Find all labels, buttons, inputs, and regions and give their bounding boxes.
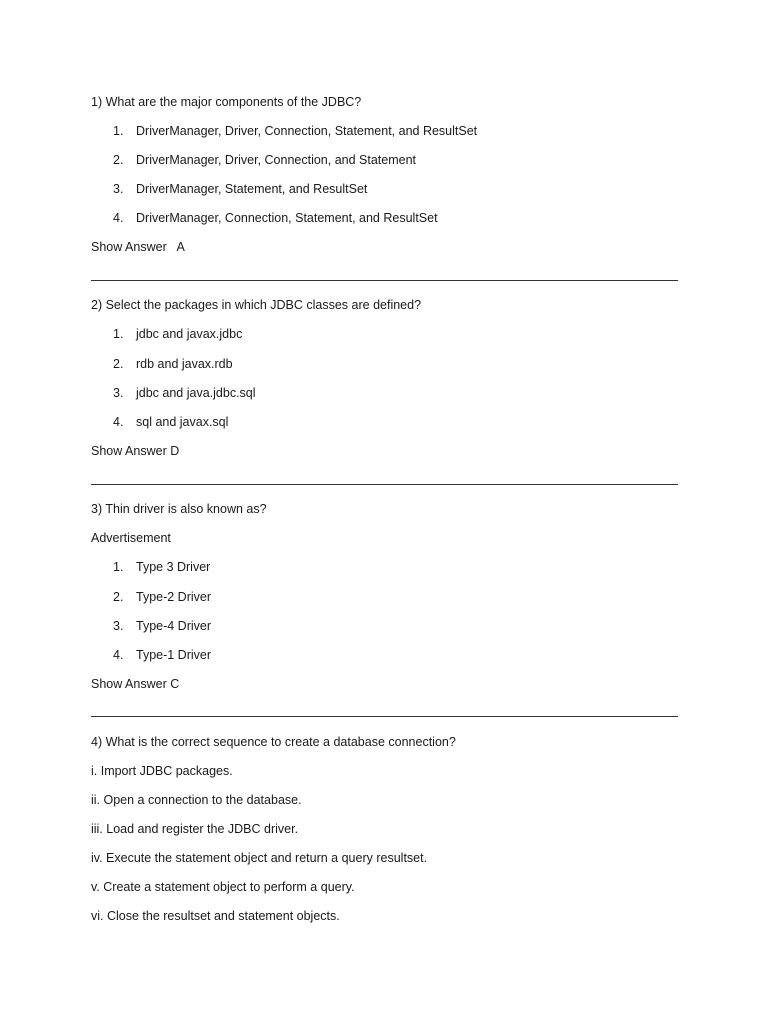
question-4-text: 4) What is the correct sequence to create a database connection? xyxy=(91,735,456,749)
q3-option-2-text: Type-2 Driver xyxy=(136,590,212,604)
q2-option-2-number: 2. xyxy=(113,357,124,371)
q2-option-3-text: jdbc and java.jdbc.sql xyxy=(136,386,256,400)
q2-option-4-number: 4. xyxy=(113,415,124,429)
q3-option-2-number: 2. xyxy=(113,590,124,604)
divider-1 xyxy=(91,280,678,281)
q4-step-3: iii. Load and register the JDBC driver. xyxy=(91,822,299,836)
q2-option-1-number: 1. xyxy=(113,327,124,341)
q1-option-3-text: DriverManager, Statement, and ResultSet xyxy=(136,182,368,196)
q3-option-3-number: 3. xyxy=(113,619,124,633)
q2-option-1-text: jdbc and javax.jdbc xyxy=(136,327,243,341)
q1-option-2-text: DriverManager, Driver, Connection, and Statement xyxy=(136,153,416,167)
q3-option-3-text: Type-4 Driver xyxy=(136,619,212,633)
q3-option-4-text: Type-1 Driver xyxy=(136,648,212,662)
divider-2 xyxy=(91,484,678,485)
q1-option-4-text: DriverManager, Connection, Statement, and ResultSet xyxy=(136,211,438,225)
advertisement-label: Advertisement xyxy=(91,531,171,545)
q1-option-1-text: DriverManager, Driver, Connection, Statement, and ResultSet xyxy=(136,124,478,138)
q2-option-2-text: rdb and javax.rdb xyxy=(136,357,233,371)
q4-step-1: i. Import JDBC packages. xyxy=(91,764,233,778)
question-3-text: 3) Thin driver is also known as? xyxy=(91,502,267,516)
q1-option-1-number: 1. xyxy=(113,124,124,138)
q2-option-3-number: 3. xyxy=(113,386,124,400)
question-2-text: 2) Select the packages in which JDBC classes are defined? xyxy=(91,298,422,312)
question-1-text: 1) What are the major components of the JDBC? xyxy=(91,95,362,109)
q3-option-4-number: 4. xyxy=(113,648,124,662)
q3-show-answer: Show Answer C xyxy=(91,677,180,691)
q1-option-3-number: 3. xyxy=(113,182,124,196)
q3-option-1-text: Type 3 Driver xyxy=(136,560,211,574)
q4-step-5: v. Create a statement object to perform a query. xyxy=(91,880,355,894)
q4-step-2: ii. Open a connection to the database. xyxy=(91,793,302,807)
q2-show-answer: Show Answer D xyxy=(91,444,180,458)
q1-option-4-number: 4. xyxy=(113,211,124,225)
q4-step-6: vi. Close the resultset and statement objects. xyxy=(91,909,340,923)
q4-step-4: iv. Execute the statement object and return a query resultset. xyxy=(91,851,428,865)
q1-show-answer: Show Answer A xyxy=(91,240,185,254)
q1-option-2-number: 2. xyxy=(113,153,124,167)
q2-option-4-text: sql and javax.sql xyxy=(136,415,229,429)
q3-option-1-number: 1. xyxy=(113,560,124,574)
divider-3 xyxy=(91,716,678,717)
